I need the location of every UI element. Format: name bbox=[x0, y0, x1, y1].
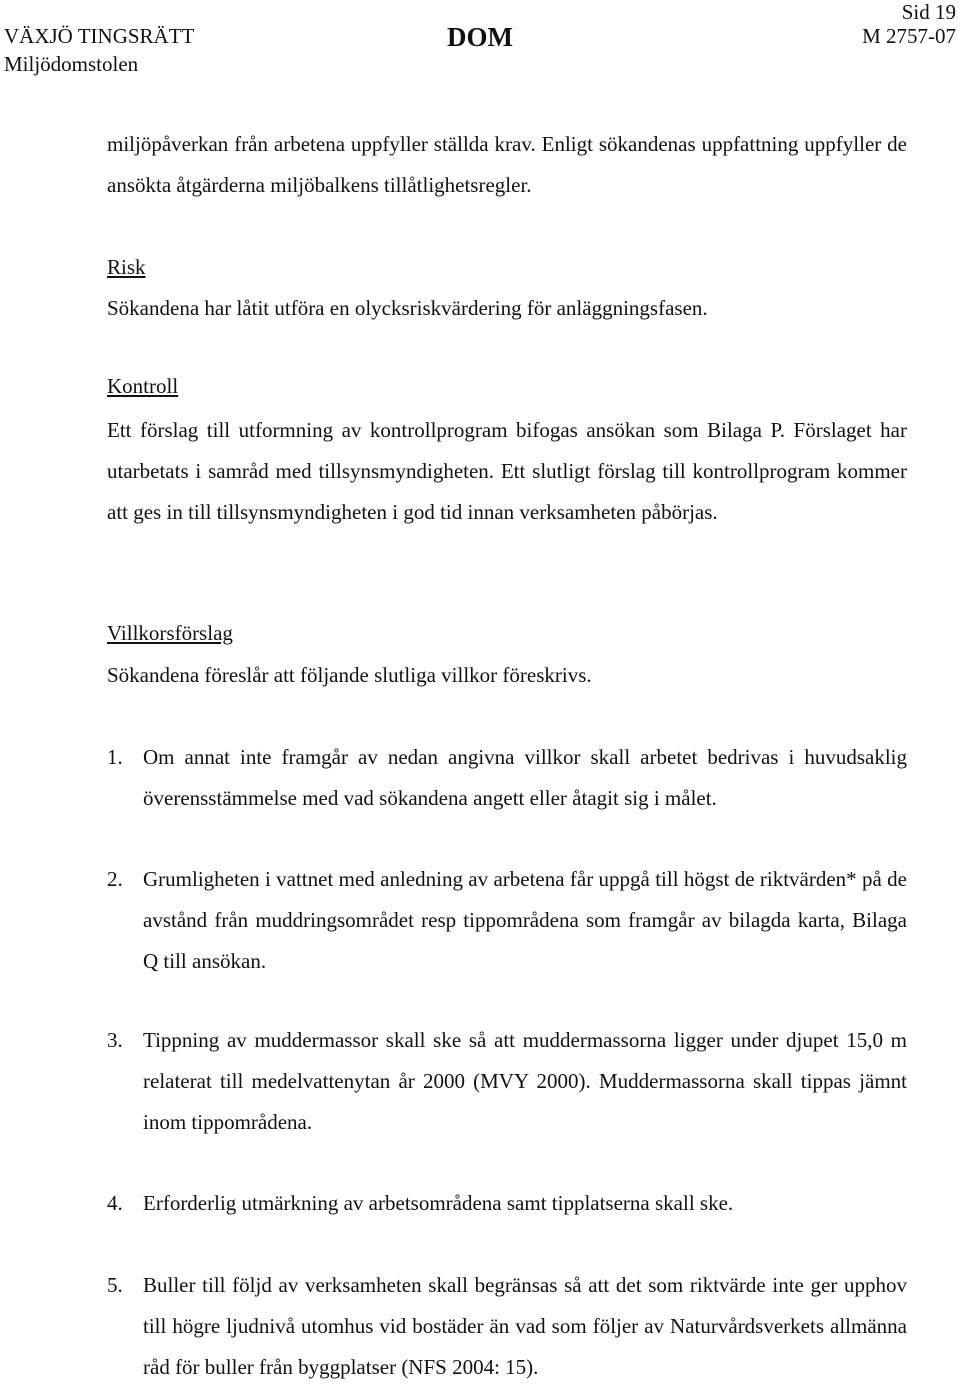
condition-text: Om annat inte framgår av nedan angivna villkor skall arbetet bedrivas i huvudsaklig överensstämmelse med vad sökandena angett eller åtagit sig i målet. bbox=[143, 745, 907, 810]
condition-number: 3. bbox=[107, 1028, 123, 1052]
court-name: VÄXJÖ TINGSRÄTT bbox=[4, 24, 195, 48]
condition-text: Erforderlig utmärkning av arbetsområdena samt tipplatserna skall ske. bbox=[143, 1191, 734, 1215]
condition-text: Tippning av muddermassor skall ske så att muddermassorna ligger under djupet 15,0 m relaterat till medelvattenytan år 2000 (MVY 2000). Muddermassorna skall tippas jämnt inom tippområdena. bbox=[143, 1028, 907, 1134]
condition-number: 1. bbox=[107, 745, 123, 769]
villkor-paragraph: Sökandena föreslår att följande slutliga villkor föreskrivs. bbox=[107, 663, 592, 687]
kontroll-paragraph: Ett förslag till utformning av kontrollprogram bifogas ansökan som Bilaga P. Förslaget har utarbetats i samråd med tillsynsmyndigheten. Ett slutligt förslag till kontrollprogram kommer att ges in till tillsynsmyndigheten i god tid innan verksamheten påbörjas. bbox=[107, 418, 907, 524]
condition-number: 4. bbox=[107, 1191, 123, 1215]
court-department: Miljödomstolen bbox=[4, 52, 139, 76]
page-number: Sid 19 bbox=[901, 0, 956, 24]
intro-paragraph: miljöpåverkan från arbetena uppfyller ställda krav. Enligt sökandenas uppfattning uppfyller de ansökta åtgärderna miljöbalkens tillåtlighetsregler. bbox=[107, 132, 907, 197]
condition-text: Buller till följd av verksamheten skall begränsas så att det som riktvärde inte ger upphov till högre ljudnivå utomhus vid bostäder än vad som följer av Naturvårdsverkets allmänna råd för buller från byggplatser (NFS 2004: 15). bbox=[143, 1273, 907, 1379]
risk-heading: Risk bbox=[107, 255, 146, 279]
condition-number: 5. bbox=[107, 1273, 123, 1297]
condition-number: 2. bbox=[107, 867, 123, 891]
condition-text: Grumligheten i vattnet med anledning av arbetena får uppgå till högst de riktvärden* på de avstånd från muddringsområdet resp tippområdena som framgår av bilagda karta, Bilaga Q till ansökan. bbox=[143, 867, 907, 973]
villkor-heading: Villkorsförslag bbox=[107, 621, 233, 645]
case-number: M 2757-07 bbox=[862, 24, 956, 48]
document-type: DOM bbox=[447, 22, 513, 52]
risk-paragraph: Sökandena har låtit utföra en olycksriskvärdering för anläggningsfasen. bbox=[107, 296, 708, 320]
kontroll-heading: Kontroll bbox=[107, 374, 179, 398]
